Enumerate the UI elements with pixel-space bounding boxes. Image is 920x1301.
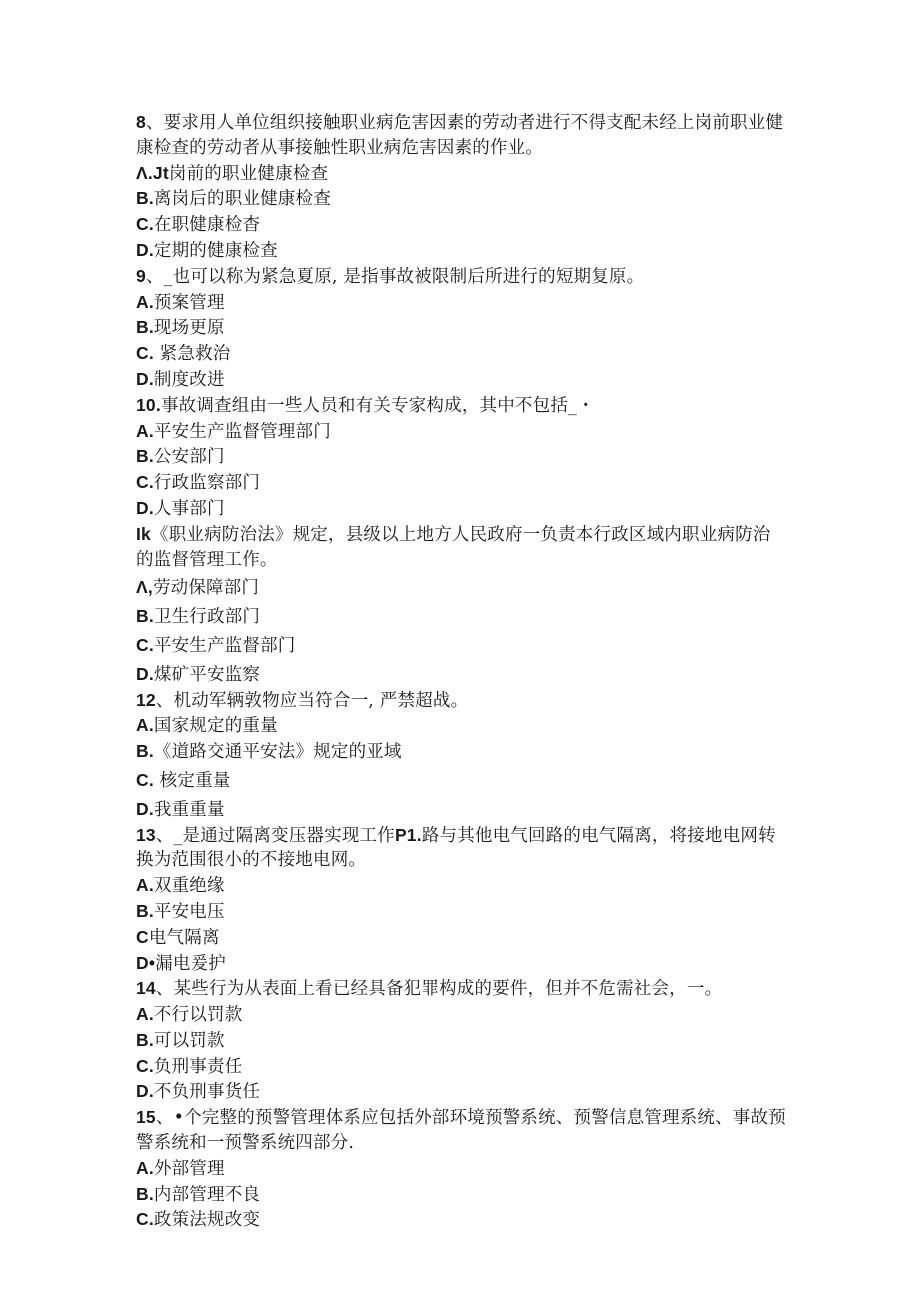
option-b: B.内部管理不良 xyxy=(136,1183,261,1205)
option-d: D.不负刑事货任 xyxy=(136,1081,261,1103)
question-text: 事故调查组由一些人员和有关专家构成，其中不包括_・ xyxy=(160,395,595,416)
option-b: B.《道路交通平安法》规定的亚域 xyxy=(136,741,402,763)
question-stem xyxy=(136,393,786,419)
question-stem: 15、•个完整的预警管理体系应包括外部环境预警系统、预警信息管理系统、事故预警系统和一预警系统四部分. xyxy=(136,1107,786,1154)
option-c: C.政策法规改变 xyxy=(136,1209,261,1231)
question-13 xyxy=(136,823,786,977)
option-d: D•漏电爰护 xyxy=(136,952,226,974)
option-a: A.外部管理 xyxy=(136,1157,225,1179)
question-number: 14 xyxy=(136,978,156,999)
question-9 xyxy=(136,264,786,393)
question-stem: 13、_是通过隔离变压器实现工作P1.路与其他电气回路的电气隔离，将接地电网转换为范围很小的不接地电网。 xyxy=(136,824,776,871)
question-text: _也可以称为紧急夏原, 是指事故被限制后所进行的短期复原。 xyxy=(163,266,645,287)
option-b: B.平安电压 xyxy=(136,900,225,922)
option-a: Λ.Jt岗前的职业健康检查 xyxy=(136,162,329,184)
option-a: A.双重绝缘 xyxy=(136,875,225,897)
question-12 xyxy=(136,688,786,823)
option-d: D.定期的健康检查 xyxy=(136,239,278,261)
question-stem: 14、某些行为从表面上看已经具备犯罪构成的要件，但并不危需社会，一。 xyxy=(136,978,723,1000)
option-d: D.人事部门 xyxy=(136,497,225,519)
option-b: B.离岗后的职业健康检查 xyxy=(136,188,331,210)
question-text: 某些行为从表面上看已经具备犯罪构成的要件，但并不危需社会，一。 xyxy=(173,979,723,1000)
option-a: A.不行以罚款 xyxy=(136,1004,243,1026)
question-stem xyxy=(136,522,786,573)
question-text: 要求用人单位组织接触职业病危害因素的劳动者进行不得支配未经上岗前职业健康检查的劳动者从事接触性职业病危害因素的作业。 xyxy=(136,113,784,158)
question-text: •个完整的预警管理体系应包括外部环境预警系统、预警信息管理系统、事故预警系统和一预警系统四部分. xyxy=(136,1108,786,1154)
question-number: 9 xyxy=(136,265,146,286)
question-number: 12 xyxy=(136,689,156,710)
question-text: _是通过隔离变压器实现工作 xyxy=(173,825,395,846)
option-c: C.平安生产监督部门 xyxy=(136,634,296,656)
option-a: A.平安生产监督管理部门 xyxy=(136,420,331,442)
option-b: B.公安部门 xyxy=(136,446,225,468)
option-c: C.行政监察部门 xyxy=(136,472,261,494)
question-11 xyxy=(136,522,786,688)
option-d: D.我重重量 xyxy=(136,798,225,820)
option-a: A.预案管理 xyxy=(136,291,225,313)
option-b: B.现场更原 xyxy=(136,317,225,339)
question-number: Ik xyxy=(136,523,151,544)
question-stem: 12、机动军辆敦物应当符合一, 严禁超战。 xyxy=(136,689,469,711)
option-a: A.国家规定的重量 xyxy=(136,715,278,737)
question-text: 《职业病防治法》规定，县级以上地方人民政府一负责本行政区域内职业病防治的监督管理工作。 xyxy=(136,524,771,570)
option-c: C.在职健康检杳 xyxy=(136,214,261,236)
question-number: 15 xyxy=(136,1107,156,1128)
question-8 xyxy=(136,110,786,264)
question-number: 10. xyxy=(136,394,161,415)
question-10 xyxy=(136,393,786,522)
option-b: B.卫生行政部门 xyxy=(136,606,261,628)
question-stem: 9、_也可以称为紧急夏原, 是指事故被限制后所进行的短期复原。 xyxy=(136,265,645,287)
document-page xyxy=(136,110,786,1233)
question-stem: 8、要求用人单位组织接触职业病危害因素的劳动者进行不得支配未经上岗前职业健康检查的劳动者从事接触性职业病危害因素的作业。 xyxy=(136,112,784,158)
option-c: C. 核定重量 xyxy=(136,769,231,791)
question-15 xyxy=(136,1105,786,1233)
option-b: B.可以罚款 xyxy=(136,1029,225,1051)
option-c: C. 紧急救治 xyxy=(136,343,231,365)
option-d: D.煤矿平安监察 xyxy=(136,663,261,685)
question-number: 13 xyxy=(136,824,156,845)
option-c: C电气隔离 xyxy=(136,926,220,948)
question-number: 8 xyxy=(136,112,146,132)
question-14 xyxy=(136,976,786,1105)
option-d: D.制度改进 xyxy=(136,368,225,390)
option-a: Λ,劳动保障部门 xyxy=(136,577,260,599)
option-c: C.负刑事责任 xyxy=(136,1055,243,1077)
question-text: 机动军辆敦物应当符合一, 严禁超战。 xyxy=(173,690,469,711)
